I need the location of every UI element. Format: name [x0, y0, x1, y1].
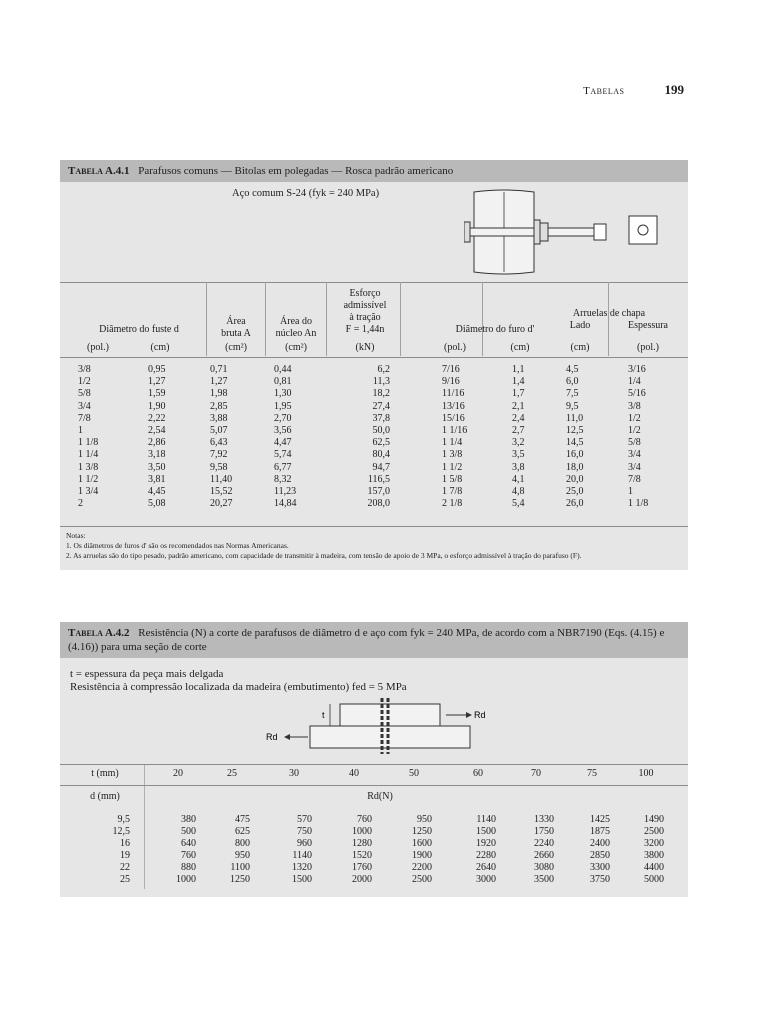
desc-line-1: t = espessura da peça mais delgada: [70, 668, 224, 680]
table-cell: 3,18: [148, 449, 166, 461]
table-cell: 62,5: [372, 437, 390, 449]
table-cell: 0,44: [274, 364, 292, 375]
table-cell: 7,5: [566, 388, 579, 400]
table-a41-notes: [60, 526, 688, 565]
table-cell: 3,56: [274, 424, 292, 436]
unit-pol-furo: (pol.): [444, 342, 466, 353]
table-row: [60, 462, 688, 474]
table-cell: 9/16: [442, 376, 460, 388]
table-cell: 1/4: [628, 376, 641, 388]
table-cell: 12,5: [566, 424, 584, 436]
table-cell: 1: [78, 424, 83, 436]
table-cell: 1250: [412, 826, 432, 837]
table-cell: 5,08: [148, 498, 166, 510]
running-head: [583, 82, 684, 98]
header-t-value: 60: [473, 768, 483, 779]
table-row: [60, 838, 688, 850]
table-cell: 4,47: [274, 437, 292, 449]
table-cell: 3000: [476, 874, 496, 885]
table-cell: 1900: [412, 850, 432, 861]
table-cell: 9,58: [210, 461, 228, 473]
table-cell: 4,8: [512, 485, 525, 497]
table-cell: 1500: [292, 874, 312, 885]
header-d-mm: d (mm): [90, 791, 120, 802]
table-cell: 1: [628, 485, 633, 497]
header-esforco: Esforço admissível à tração F = 1,44n: [343, 288, 387, 335]
fig-rd-right: Rd: [474, 710, 486, 720]
table-cell: 8,32: [274, 473, 292, 485]
table-cell: 18,2: [372, 388, 390, 400]
table-cell: 6,2: [377, 364, 390, 375]
table-cell: 2,70: [274, 412, 292, 424]
table-cell: 1,4: [512, 376, 525, 388]
table-cell: 1 1/4: [78, 449, 99, 461]
unit-cm: (cm): [150, 342, 170, 353]
table-cell: 1250: [230, 874, 250, 885]
header-area-bruta: Área bruta A: [221, 316, 251, 339]
table-cell: 1/2: [628, 412, 641, 424]
table-a41-title: Parafusos comuns — Bitolas em polegadas — Rosca padrão americano: [138, 165, 454, 177]
table-cell: 1750: [534, 826, 554, 837]
header-t-value: 100: [638, 768, 654, 779]
table-a42-subheader: [60, 788, 688, 806]
table-cell: 3080: [534, 862, 554, 873]
table-row: [60, 437, 688, 449]
table-cell: 1,30: [274, 388, 292, 400]
table-cell: 208,0: [367, 498, 390, 510]
header-t-value: 20: [173, 768, 183, 779]
table-cell: 14,5: [566, 437, 584, 449]
header-diameter: Diâmetro do fuste d: [99, 324, 179, 335]
table-cell: 2660: [534, 850, 554, 861]
table-cell: 15/16: [442, 412, 465, 424]
table-cell: 16,0: [566, 449, 584, 461]
table-cell: 13/16: [442, 400, 465, 412]
unit-cm-furo: (cm): [510, 342, 530, 353]
header-arruelas: Arruelas de chapa: [572, 308, 646, 319]
table-cell: 2 1/8: [442, 498, 463, 510]
table-cell: 0,71: [210, 364, 228, 375]
table-a41-body: [60, 364, 688, 510]
table-cell: 3800: [644, 850, 664, 861]
table-cell: 1 1/8: [78, 437, 99, 449]
table-cell: 5,07: [210, 424, 228, 436]
table-cell: 9,5: [566, 400, 579, 412]
table-cell: 2: [78, 498, 83, 510]
table-cell: 1140: [476, 814, 496, 825]
table-row: [60, 449, 688, 461]
header-t-value: 25: [227, 768, 237, 779]
table-cell: 3/8: [78, 364, 91, 375]
table-cell: 1140: [292, 850, 312, 861]
unit-cm2-nucleo: (cm²): [285, 342, 307, 353]
table-cell: 2400: [590, 838, 610, 849]
page-number: 199: [664, 82, 684, 97]
table-cell: 3,8: [512, 461, 525, 473]
table-row: [60, 364, 688, 376]
table-cell: 6,0: [566, 376, 579, 388]
table-row: [60, 862, 688, 874]
table-cell: 1,27: [148, 376, 166, 388]
table-cell: 2,4: [512, 412, 525, 424]
header-lado: Lado: [569, 320, 591, 331]
table-cell: 11,0: [566, 412, 584, 424]
table-cell: 760: [357, 814, 372, 825]
header-t-value: 40: [349, 768, 359, 779]
unit-cm-lado: (cm): [570, 342, 590, 353]
table-cell: 3500: [534, 874, 554, 885]
table-cell: 1 7/8: [442, 485, 463, 497]
table-a42-caption: [60, 622, 688, 658]
table-cell: 2240: [534, 838, 554, 849]
table-cell: 3/4: [78, 400, 91, 412]
table-cell: 26,0: [566, 498, 584, 510]
header-rd: Rd(N): [367, 791, 393, 802]
table-cell: 3,81: [148, 473, 166, 485]
table-cell: 27,4: [372, 400, 390, 412]
table-cell: 760: [181, 850, 196, 861]
table-row: [60, 826, 688, 838]
table-cell: 1000: [352, 826, 372, 837]
section-title: Tabelas: [583, 85, 625, 97]
table-cell: 1490: [644, 814, 664, 825]
table-cell: 640: [181, 838, 196, 849]
header-t-value: 75: [587, 768, 597, 779]
table-cell: 11/16: [442, 388, 465, 400]
table-cell: 2,85: [210, 400, 228, 412]
table-cell: 3,2: [512, 437, 525, 449]
table-row: [60, 413, 688, 425]
table-cell: 3,50: [148, 461, 166, 473]
table-cell: 2850: [590, 850, 610, 861]
table-cell: 7,92: [210, 449, 228, 461]
table-cell: 50,0: [372, 424, 390, 436]
table-cell: 380: [181, 814, 196, 825]
table-cell: 3/4: [628, 449, 641, 461]
table-cell: 7/8: [78, 412, 91, 424]
table-row: [60, 401, 688, 413]
table-cell: 625: [235, 826, 250, 837]
table-cell: 475: [235, 814, 250, 825]
table-cell: 1500: [476, 826, 496, 837]
table-cell: 94,7: [372, 461, 390, 473]
notes-title: Notas:: [66, 531, 86, 540]
table-cell: 2,54: [148, 424, 166, 436]
table-cell: 2,1: [512, 400, 525, 412]
header-t-mm: t (mm): [91, 768, 119, 779]
table-cell: 1 1/2: [78, 473, 99, 485]
table-cell: 4,1: [512, 473, 525, 485]
table-cell: 1,27: [210, 376, 228, 388]
table-cell: 960: [297, 838, 312, 849]
table-cell: 1,98: [210, 388, 228, 400]
unit-pol-espessura: (pol.): [637, 342, 659, 353]
table-cell: 3/16: [628, 364, 646, 375]
shear-connection-figure: [260, 698, 490, 754]
table-cell: 2,86: [148, 437, 166, 449]
table-cell: 1100: [230, 862, 250, 873]
table-a42-tag: Tabela A.4.2: [68, 627, 130, 639]
table-cell: 1 1/8: [628, 498, 649, 510]
table-cell: 5000: [644, 874, 664, 885]
table-cell: 1 1/16: [442, 424, 468, 436]
table-cell: 1920: [476, 838, 496, 849]
table-cell: 0,81: [274, 376, 292, 388]
table-cell: 11,23: [274, 485, 297, 497]
table-cell: 1,59: [148, 388, 166, 400]
table-cell: 9,5: [117, 814, 130, 825]
table-cell: 1600: [412, 838, 432, 849]
table-cell: 1320: [292, 862, 312, 873]
table-cell: 16: [120, 838, 130, 849]
table-cell: 950: [417, 814, 432, 825]
table-row: [60, 498, 688, 510]
table-a42-body: [60, 814, 688, 886]
table-cell: 2200: [412, 862, 432, 873]
table-cell: 1425: [590, 814, 610, 825]
header-area-nucleo: Área do núcleo An: [275, 316, 317, 339]
table-row: [60, 425, 688, 437]
table-cell: 20,0: [566, 473, 584, 485]
table-row: [60, 850, 688, 862]
steel-spec: Aço comum S-24 (fyk = 240 MPa): [232, 188, 380, 199]
note-1: 1. Os diâmetros de furos d' são os recomendados nas Normas Americanas.: [66, 541, 289, 550]
table-cell: 5/16: [628, 388, 646, 400]
table-cell: 25,0: [566, 485, 584, 497]
table-cell: 1,95: [274, 400, 292, 412]
table-a42: [60, 622, 688, 897]
unit-kn: (kN): [355, 342, 375, 353]
table-cell: 25: [120, 874, 130, 885]
table-cell: 1280: [352, 838, 372, 849]
table-cell: 4,5: [566, 364, 579, 375]
table-cell: 1330: [534, 814, 554, 825]
table-cell: 11,3: [372, 376, 390, 388]
table-row: [60, 814, 688, 826]
table-cell: 880: [181, 862, 196, 873]
table-cell: 2640: [476, 862, 496, 873]
table-cell: 18,0: [566, 461, 584, 473]
table-cell: 1 3/8: [442, 449, 463, 461]
table-a42-header-row: [60, 764, 688, 786]
table-cell: 5,74: [274, 449, 292, 461]
table-cell: 800: [235, 838, 250, 849]
table-cell: 2,7: [512, 424, 525, 436]
table-a42-title: Resistência (N) a corte de parafusos de diâmetro d e aço com fyk = 240 MPa, de acordo com a NBR7190 (Eqs. (4.15) e (4.16)) para uma seção de corte: [68, 627, 665, 653]
table-cell: 1,1: [512, 364, 525, 375]
table-cell: 11,40: [210, 473, 233, 485]
table-cell: 80,4: [372, 449, 390, 461]
table-row: [60, 388, 688, 400]
table-cell: 6,77: [274, 461, 292, 473]
table-cell: 4400: [644, 862, 664, 873]
table-cell: 37,8: [372, 412, 390, 424]
table-cell: 116,5: [367, 473, 390, 485]
fig-t-label: t: [322, 710, 325, 720]
table-cell: 1,7: [512, 388, 525, 400]
table-cell: 22: [120, 862, 130, 873]
table-cell: 3750: [590, 874, 610, 885]
table-a42-description: [70, 668, 407, 694]
table-cell: 950: [235, 850, 250, 861]
table-a41: [60, 160, 688, 570]
table-cell: 1 1/2: [442, 461, 463, 473]
table-cell: 3,5: [512, 449, 525, 461]
table-row: [60, 474, 688, 486]
bolt-assembly-figure: [464, 186, 664, 278]
fig-rd-left: Rd: [266, 732, 278, 742]
table-cell: 1 3/8: [78, 461, 99, 473]
header-t-value: 70: [531, 768, 541, 779]
table-cell: 1 5/8: [442, 473, 463, 485]
table-cell: 2500: [412, 874, 432, 885]
table-cell: 500: [181, 826, 196, 837]
table-cell: 3200: [644, 838, 664, 849]
table-cell: 3/4: [628, 461, 641, 473]
table-a41-tag: Tabela A.4.1: [68, 165, 130, 177]
table-cell: 14,84: [274, 498, 297, 510]
table-cell: 5/8: [78, 388, 91, 400]
note-2: 2. As arruelas são do tipo pesado, padrão americano, com capacidade de transmitir à madeira, com tensão de apoio de 3 MPa, o esforço admissível à tração do parafuso (F).: [66, 551, 582, 560]
table-cell: 3,88: [210, 412, 228, 424]
table-cell: 20,27: [210, 498, 233, 510]
table-a41-caption: [60, 160, 688, 182]
table-cell: 1520: [352, 850, 372, 861]
table-cell: 1000: [176, 874, 196, 885]
table-cell: 0,95: [148, 364, 166, 375]
table-cell: 3/8: [628, 400, 641, 412]
table-cell: 5,4: [512, 498, 525, 510]
table-cell: 12,5: [112, 826, 130, 837]
unit-pol: (pol.): [87, 342, 109, 353]
table-cell: 1875: [590, 826, 610, 837]
table-cell: 7/16: [442, 364, 460, 375]
table-cell: 3300: [590, 862, 610, 873]
table-cell: 1 3/4: [78, 485, 99, 497]
table-cell: 570: [297, 814, 312, 825]
table-cell: 2,22: [148, 412, 166, 424]
desc-line-2: Resistência à compressão localizada da madeira (embutimento) fed = 5 MPa: [70, 681, 407, 693]
table-row: [60, 486, 688, 498]
header-furo: Diâmetro do furo d': [455, 324, 535, 335]
table-cell: 19: [120, 850, 130, 861]
header-t-value: 30: [289, 768, 299, 779]
table-cell: 1,90: [148, 400, 166, 412]
table-cell: 750: [297, 826, 312, 837]
table-cell: 7/8: [628, 473, 641, 485]
table-cell: 1/2: [78, 376, 91, 388]
table-cell: 2500: [644, 826, 664, 837]
table-cell: 1 1/4: [442, 437, 463, 449]
table-row: [60, 376, 688, 388]
table-cell: 2280: [476, 850, 496, 861]
table-cell: 2000: [352, 874, 372, 885]
table-cell: 4,45: [148, 485, 166, 497]
unit-cm2-bruta: (cm²): [225, 342, 247, 353]
table-row: [60, 874, 688, 886]
table-cell: 5/8: [628, 437, 641, 449]
table-cell: 1760: [352, 862, 372, 873]
header-t-value: 50: [409, 768, 419, 779]
table-cell: 157,0: [367, 485, 390, 497]
table-cell: 6,43: [210, 437, 228, 449]
table-cell: 15,52: [210, 485, 233, 497]
table-cell: 1/2: [628, 424, 641, 436]
header-espessura: Espessura: [628, 320, 668, 331]
